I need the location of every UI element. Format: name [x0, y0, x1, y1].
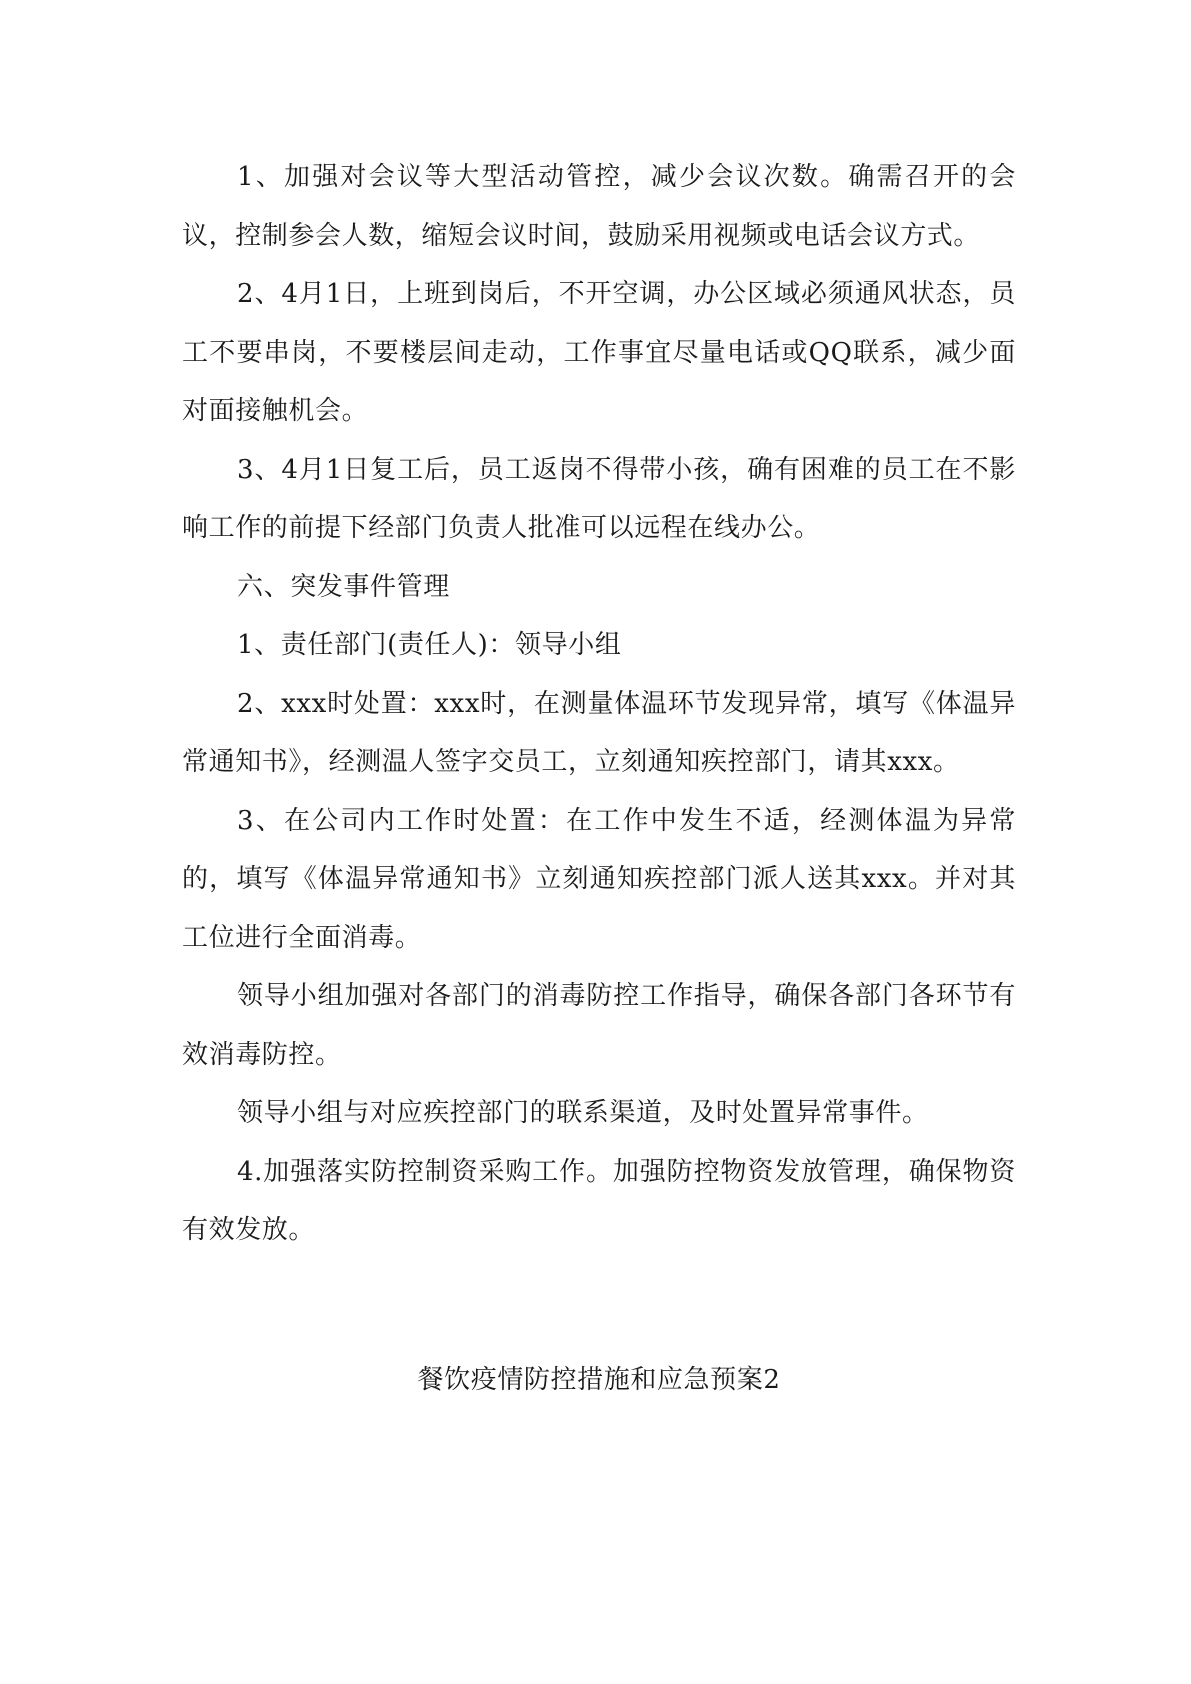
paragraph-office-ventilation: 2、4月1日，上班到岗后，不开空调，办公区域必须通风状态，员工不要串岗，不要楼层间走动，工作事宜尽量电话或QQ联系，减少面对面接触机会。: [182, 279, 1016, 426]
paragraph-return-to-work: 3、4月1日复工后，员工返岗不得带小孩，确有困难的员工在不影响工作的前提下经部门负责人批准可以远程在线办公。: [182, 454, 1016, 543]
paragraph-disinfection-guidance: 领导小组加强对各部门的消毒防控工作指导，确保各部门各环节有效消毒防控。: [182, 981, 1016, 1070]
section-heading-emergency: 六、突发事件管理: [237, 571, 450, 602]
document-title: 餐饮疫情防控措施和应急预案2: [417, 1365, 781, 1395]
paragraph-supplies: 4.加强落实防控制资采购工作。加强防控物资发放管理，确保物资有效发放。: [182, 1156, 1016, 1245]
paragraph-contact-channel: 领导小组与对应疾控部门的联系渠道，及时处置异常事件。: [237, 1098, 929, 1128]
paragraph-workplace-handling: 3、在公司内工作时处置：在工作中发生不适，经测体温为异常的，填写《体温异常通知书》立刻通知疾控部门派人送其xxx。并对其工位进行全面消毒。: [182, 805, 1016, 953]
document-body: [182, 148, 1016, 1260]
paragraph-temperature-check: 2、xxx时处置：xxx时，在测量体温环节发现异常，填写《体温异常通知书》，经测温人签字交员工，立刻通知疾控部门，请其xxx。: [182, 688, 1016, 777]
paragraph-responsible-dept: 1、责任部门(责任人)：领导小组: [237, 630, 622, 660]
paragraph-meeting-control: 1、加强对会议等大型活动管控，减少会议次数。确需召开的会议，控制参会人数，缩短会议时间，鼓励采用视频或电话会议方式。: [182, 162, 1016, 251]
